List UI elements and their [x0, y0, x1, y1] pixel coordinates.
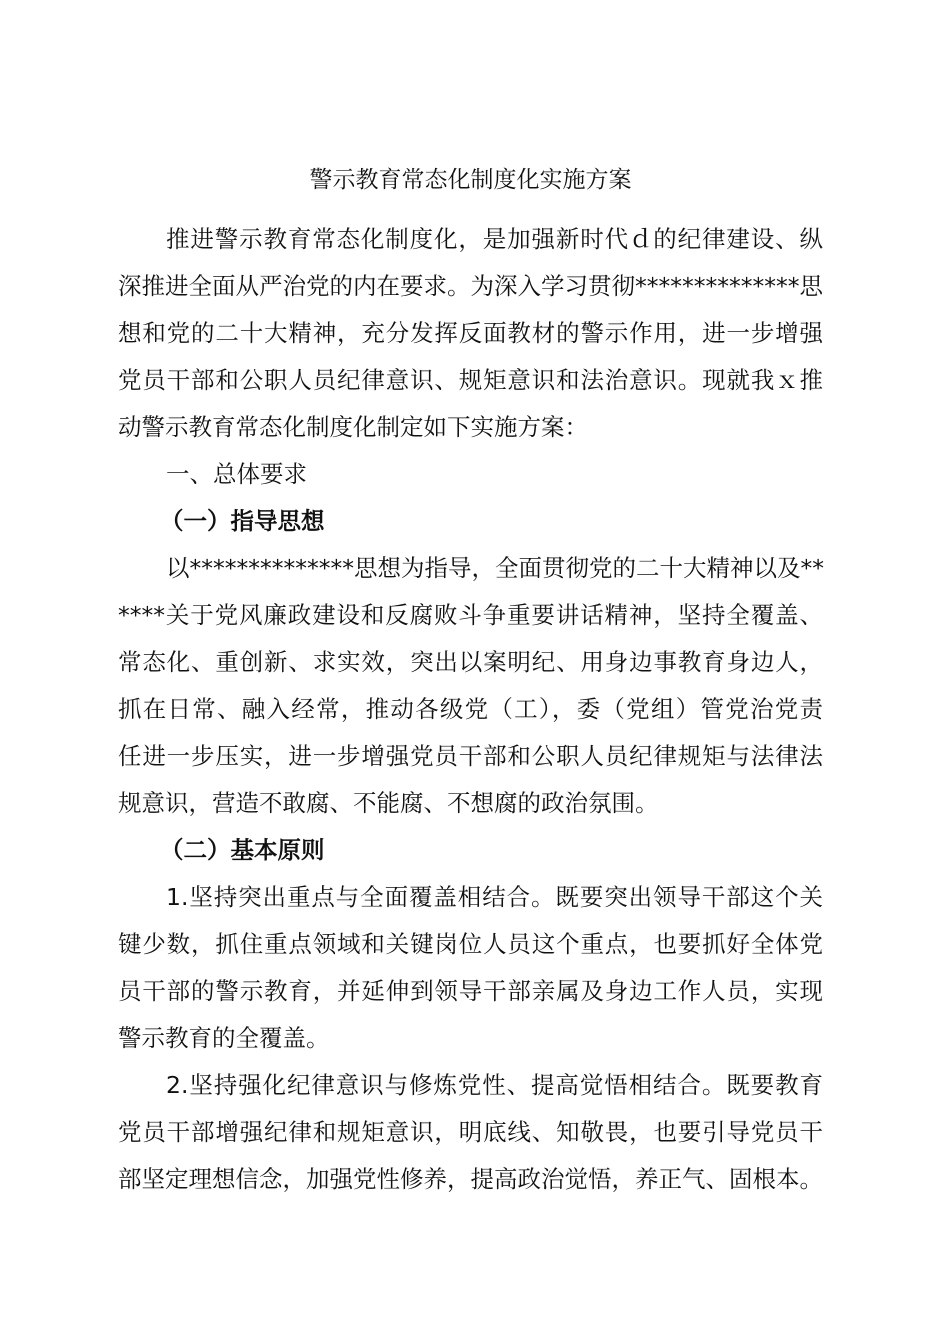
text-line: 任进一步压实，进一步增强党员干部和公职人员纪律规矩与法律法 — [118, 742, 823, 770]
text-line: 以**************思想为指导，全面贯彻党的二十大精神以及** — [166, 554, 824, 582]
text-line: 动警示教育常态化制度化制定如下实施方案： — [118, 413, 588, 441]
subsection-heading: （一）指导思想 — [160, 507, 325, 535]
document-page — [118, 158, 823, 1203]
text-line: 党员干部增强纪律和规矩意识，明底线、知敬畏，也要引导党员干 — [118, 1118, 823, 1146]
text-line: ****关于党风廉政建设和反腐败斗争重要讲话精神，坚持全覆盖、 — [118, 601, 823, 629]
text-line: 常态化、重创新、求实效，突出以案明纪、用身边事教育身边人， — [118, 648, 823, 676]
text-line: 想和党的二十大精神，充分发挥反面教材的警示作用，进一步增强 — [118, 319, 823, 347]
subsection-heading: （二）基本原则 — [160, 836, 325, 864]
text-line: 2.坚持强化纪律意识与修炼党性、提高觉悟相结合。既要教育 — [166, 1071, 823, 1099]
principle-1-paragraph — [118, 874, 823, 1062]
text-line: 规意识，营造不敢腐、不能腐、不想腐的政治氛围。 — [118, 789, 659, 817]
principle-2-paragraph — [118, 1062, 823, 1203]
guiding-ideology-paragraph — [118, 545, 823, 827]
text-line: 1.坚持突出重点与全面覆盖相结合。既要突出领导干部这个关 — [166, 883, 823, 911]
text-line: 键少数，抓住重点领域和关键岗位人员这个重点，也要抓好全体党 — [118, 930, 823, 958]
text-line: 警示教育的全覆盖。 — [118, 1024, 330, 1052]
text-line: 党员干部和公职人员纪律意识、规矩意识和法治意识。现就我ｘ推 — [118, 366, 823, 394]
section-heading: 一、总体要求 — [166, 460, 307, 488]
text-line: 深推进全面从严治党的内在要求。为深入学习贯彻**************思 — [118, 272, 823, 300]
text-line: 推进警示教育常态化制度化，是加强新时代ｄ的纪律建设、纵 — [166, 225, 823, 253]
text-line: 员干部的警示教育，并延伸到领导干部亲属及身边工作人员，实现 — [118, 977, 823, 1005]
text-line: 部坚定理想信念，加强党性修养，提高政治觉悟，养正气、固根本。 — [118, 1165, 823, 1193]
text-line: 抓在日常、融入经常，推动各级党（工），委（党组）管党治党责 — [118, 695, 823, 723]
document-title: 警示教育常态化制度化实施方案 — [309, 167, 632, 193]
intro-paragraph — [118, 216, 823, 451]
